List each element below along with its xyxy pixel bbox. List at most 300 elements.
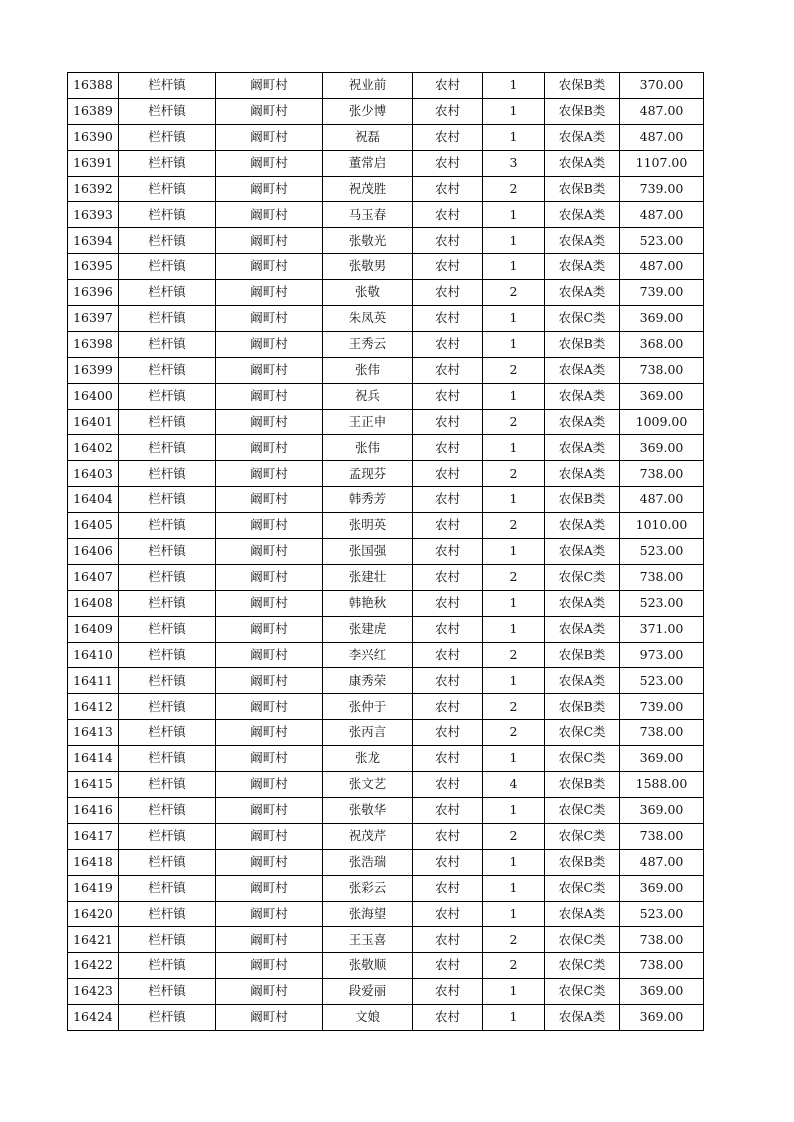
amount-cell: 369.00 <box>620 1005 704 1031</box>
table-row <box>68 694 704 720</box>
town-cell: 栏杆镇 <box>119 694 216 720</box>
amount-cell: 369.00 <box>620 979 704 1005</box>
village-cell: 阚町村 <box>216 176 323 202</box>
member-count-cell: 2 <box>483 642 545 668</box>
member-count-cell: 1 <box>483 487 545 513</box>
insurance-category-cell: 农保A类 <box>545 539 620 565</box>
household-type-cell: 农村 <box>413 228 483 254</box>
town-cell: 栏杆镇 <box>119 435 216 461</box>
name-cell: 李兴红 <box>323 642 413 668</box>
insurance-category-cell: 农保A类 <box>545 461 620 487</box>
village-cell: 阚町村 <box>216 435 323 461</box>
table-row <box>68 280 704 306</box>
village-cell: 阚町村 <box>216 590 323 616</box>
table-row <box>68 979 704 1005</box>
insurance-category-cell: 农保C类 <box>545 979 620 1005</box>
amount-cell: 738.00 <box>620 357 704 383</box>
amount-cell: 1588.00 <box>620 772 704 798</box>
member-count-cell: 1 <box>483 306 545 332</box>
town-cell: 栏杆镇 <box>119 73 216 99</box>
record-id-cell: 16390 <box>68 124 119 150</box>
record-id-cell: 16394 <box>68 228 119 254</box>
record-id-cell: 16402 <box>68 435 119 461</box>
village-cell: 阚町村 <box>216 409 323 435</box>
town-cell: 栏杆镇 <box>119 616 216 642</box>
household-type-cell: 农村 <box>413 98 483 124</box>
amount-cell: 1107.00 <box>620 150 704 176</box>
amount-cell: 738.00 <box>620 823 704 849</box>
village-cell: 阚町村 <box>216 642 323 668</box>
member-count-cell: 1 <box>483 383 545 409</box>
table-row <box>68 901 704 927</box>
table-row <box>68 720 704 746</box>
table-row <box>68 616 704 642</box>
table-row <box>68 823 704 849</box>
record-id-cell: 16392 <box>68 176 119 202</box>
town-cell: 栏杆镇 <box>119 513 216 539</box>
name-cell: 张建壮 <box>323 564 413 590</box>
amount-cell: 369.00 <box>620 435 704 461</box>
village-cell: 阚町村 <box>216 73 323 99</box>
amount-cell: 738.00 <box>620 720 704 746</box>
name-cell: 祝兵 <box>323 383 413 409</box>
record-id-cell: 16406 <box>68 539 119 565</box>
record-id-cell: 16407 <box>68 564 119 590</box>
amount-cell: 487.00 <box>620 124 704 150</box>
table-row <box>68 150 704 176</box>
household-type-cell: 农村 <box>413 487 483 513</box>
record-id-cell: 16414 <box>68 746 119 772</box>
village-cell: 阚町村 <box>216 953 323 979</box>
table-row <box>68 331 704 357</box>
amount-cell: 369.00 <box>620 306 704 332</box>
household-type-cell: 农村 <box>413 176 483 202</box>
amount-cell: 371.00 <box>620 616 704 642</box>
town-cell: 栏杆镇 <box>119 953 216 979</box>
name-cell: 王玉喜 <box>323 927 413 953</box>
household-type-cell: 农村 <box>413 772 483 798</box>
record-id-cell: 16398 <box>68 331 119 357</box>
amount-cell: 1009.00 <box>620 409 704 435</box>
town-cell: 栏杆镇 <box>119 409 216 435</box>
insurance-category-cell: 农保A类 <box>545 616 620 642</box>
table-row <box>68 642 704 668</box>
village-cell: 阚町村 <box>216 1005 323 1031</box>
household-type-cell: 农村 <box>413 953 483 979</box>
record-id-cell: 16416 <box>68 797 119 823</box>
table-row <box>68 513 704 539</box>
amount-cell: 738.00 <box>620 461 704 487</box>
table-row <box>68 1005 704 1031</box>
name-cell: 孟现芬 <box>323 461 413 487</box>
insurance-category-cell: 农保C类 <box>545 875 620 901</box>
member-count-cell: 1 <box>483 797 545 823</box>
name-cell: 文娘 <box>323 1005 413 1031</box>
insurance-category-cell: 农保A类 <box>545 590 620 616</box>
village-cell: 阚町村 <box>216 823 323 849</box>
record-id-cell: 16421 <box>68 927 119 953</box>
record-id-cell: 16411 <box>68 668 119 694</box>
household-type-cell: 农村 <box>413 797 483 823</box>
village-cell: 阚町村 <box>216 331 323 357</box>
record-id-cell: 16396 <box>68 280 119 306</box>
name-cell: 韩秀芳 <box>323 487 413 513</box>
village-cell: 阚町村 <box>216 694 323 720</box>
household-type-cell: 农村 <box>413 694 483 720</box>
village-cell: 阚町村 <box>216 383 323 409</box>
town-cell: 栏杆镇 <box>119 1005 216 1031</box>
village-cell: 阚町村 <box>216 797 323 823</box>
table-row <box>68 487 704 513</box>
amount-cell: 368.00 <box>620 331 704 357</box>
town-cell: 栏杆镇 <box>119 539 216 565</box>
name-cell: 康秀荣 <box>323 668 413 694</box>
household-type-cell: 农村 <box>413 202 483 228</box>
village-cell: 阚町村 <box>216 901 323 927</box>
village-cell: 阚町村 <box>216 357 323 383</box>
record-id-cell: 16422 <box>68 953 119 979</box>
insurance-category-cell: 农保A类 <box>545 513 620 539</box>
member-count-cell: 1 <box>483 901 545 927</box>
town-cell: 栏杆镇 <box>119 202 216 228</box>
member-count-cell: 1 <box>483 668 545 694</box>
household-type-cell: 农村 <box>413 823 483 849</box>
insurance-category-cell: 农保A类 <box>545 254 620 280</box>
record-id-cell: 16410 <box>68 642 119 668</box>
amount-cell: 739.00 <box>620 694 704 720</box>
name-cell: 张彩云 <box>323 875 413 901</box>
amount-cell: 523.00 <box>620 668 704 694</box>
village-cell: 阚町村 <box>216 124 323 150</box>
town-cell: 栏杆镇 <box>119 875 216 901</box>
amount-cell: 739.00 <box>620 176 704 202</box>
town-cell: 栏杆镇 <box>119 383 216 409</box>
member-count-cell: 1 <box>483 539 545 565</box>
member-count-cell: 1 <box>483 979 545 1005</box>
amount-cell: 369.00 <box>620 875 704 901</box>
record-id-cell: 16393 <box>68 202 119 228</box>
town-cell: 栏杆镇 <box>119 668 216 694</box>
amount-cell: 487.00 <box>620 202 704 228</box>
amount-cell: 523.00 <box>620 590 704 616</box>
member-count-cell: 1 <box>483 98 545 124</box>
name-cell: 张明英 <box>323 513 413 539</box>
insurance-category-cell: 农保A类 <box>545 1005 620 1031</box>
household-type-cell: 农村 <box>413 409 483 435</box>
table-row <box>68 668 704 694</box>
name-cell: 张敬顺 <box>323 953 413 979</box>
record-id-cell: 16395 <box>68 254 119 280</box>
town-cell: 栏杆镇 <box>119 772 216 798</box>
village-cell: 阚町村 <box>216 150 323 176</box>
village-cell: 阚町村 <box>216 746 323 772</box>
village-cell: 阚町村 <box>216 927 323 953</box>
member-count-cell: 1 <box>483 73 545 99</box>
amount-cell: 523.00 <box>620 901 704 927</box>
name-cell: 张伟 <box>323 357 413 383</box>
record-id-cell: 16399 <box>68 357 119 383</box>
amount-cell: 738.00 <box>620 564 704 590</box>
record-id-cell: 16391 <box>68 150 119 176</box>
amount-cell: 1010.00 <box>620 513 704 539</box>
insurance-category-cell: 农保A类 <box>545 901 620 927</box>
name-cell: 马玉春 <box>323 202 413 228</box>
record-id-cell: 16401 <box>68 409 119 435</box>
town-cell: 栏杆镇 <box>119 797 216 823</box>
amount-cell: 369.00 <box>620 797 704 823</box>
village-cell: 阚町村 <box>216 513 323 539</box>
table-row <box>68 746 704 772</box>
insurance-category-cell: 农保B类 <box>545 694 620 720</box>
amount-cell: 487.00 <box>620 254 704 280</box>
insurance-category-cell: 农保C类 <box>545 927 620 953</box>
insurance-category-cell: 农保A类 <box>545 124 620 150</box>
insurance-category-cell: 农保C类 <box>545 746 620 772</box>
insurance-category-cell: 农保C类 <box>545 823 620 849</box>
record-id-cell: 16409 <box>68 616 119 642</box>
amount-cell: 523.00 <box>620 228 704 254</box>
member-count-cell: 2 <box>483 927 545 953</box>
member-count-cell: 2 <box>483 357 545 383</box>
household-type-cell: 农村 <box>413 254 483 280</box>
insurance-category-cell: 农保A类 <box>545 280 620 306</box>
member-count-cell: 2 <box>483 176 545 202</box>
record-id-cell: 16419 <box>68 875 119 901</box>
amount-cell: 487.00 <box>620 849 704 875</box>
household-type-cell: 农村 <box>413 746 483 772</box>
village-cell: 阚町村 <box>216 254 323 280</box>
town-cell: 栏杆镇 <box>119 487 216 513</box>
records-table <box>67 72 704 1031</box>
table-row <box>68 435 704 461</box>
member-count-cell: 2 <box>483 720 545 746</box>
insurance-category-cell: 农保B类 <box>545 642 620 668</box>
household-type-cell: 农村 <box>413 668 483 694</box>
table-row <box>68 357 704 383</box>
record-id-cell: 16404 <box>68 487 119 513</box>
member-count-cell: 2 <box>483 564 545 590</box>
amount-cell: 739.00 <box>620 280 704 306</box>
household-type-cell: 农村 <box>413 564 483 590</box>
record-id-cell: 16408 <box>68 590 119 616</box>
amount-cell: 487.00 <box>620 487 704 513</box>
member-count-cell: 1 <box>483 254 545 280</box>
village-cell: 阚町村 <box>216 875 323 901</box>
table-row <box>68 539 704 565</box>
member-count-cell: 1 <box>483 331 545 357</box>
member-count-cell: 2 <box>483 694 545 720</box>
amount-cell: 523.00 <box>620 539 704 565</box>
household-type-cell: 农村 <box>413 616 483 642</box>
name-cell: 张仲于 <box>323 694 413 720</box>
records-table-body <box>68 73 704 1031</box>
town-cell: 栏杆镇 <box>119 357 216 383</box>
household-type-cell: 农村 <box>413 383 483 409</box>
household-type-cell: 农村 <box>413 280 483 306</box>
insurance-category-cell: 农保A类 <box>545 202 620 228</box>
insurance-category-cell: 农保A类 <box>545 228 620 254</box>
village-cell: 阚町村 <box>216 461 323 487</box>
town-cell: 栏杆镇 <box>119 720 216 746</box>
household-type-cell: 农村 <box>413 461 483 487</box>
insurance-category-cell: 农保B类 <box>545 849 620 875</box>
record-id-cell: 16417 <box>68 823 119 849</box>
town-cell: 栏杆镇 <box>119 254 216 280</box>
name-cell: 张龙 <box>323 746 413 772</box>
village-cell: 阚町村 <box>216 280 323 306</box>
table-row <box>68 202 704 228</box>
table-row <box>68 306 704 332</box>
household-type-cell: 农村 <box>413 849 483 875</box>
household-type-cell: 农村 <box>413 927 483 953</box>
household-type-cell: 农村 <box>413 513 483 539</box>
town-cell: 栏杆镇 <box>119 823 216 849</box>
amount-cell: 370.00 <box>620 73 704 99</box>
village-cell: 阚町村 <box>216 539 323 565</box>
member-count-cell: 1 <box>483 435 545 461</box>
insurance-category-cell: 农保C类 <box>545 953 620 979</box>
table-row <box>68 254 704 280</box>
town-cell: 栏杆镇 <box>119 590 216 616</box>
name-cell: 张国强 <box>323 539 413 565</box>
table-row <box>68 953 704 979</box>
village-cell: 阚町村 <box>216 306 323 332</box>
member-count-cell: 1 <box>483 616 545 642</box>
household-type-cell: 农村 <box>413 331 483 357</box>
member-count-cell: 1 <box>483 746 545 772</box>
amount-cell: 369.00 <box>620 383 704 409</box>
insurance-category-cell: 农保B类 <box>545 73 620 99</box>
town-cell: 栏杆镇 <box>119 901 216 927</box>
insurance-category-cell: 农保B类 <box>545 487 620 513</box>
name-cell: 董常启 <box>323 150 413 176</box>
village-cell: 阚町村 <box>216 487 323 513</box>
insurance-category-cell: 农保C类 <box>545 306 620 332</box>
record-id-cell: 16388 <box>68 73 119 99</box>
record-id-cell: 16413 <box>68 720 119 746</box>
record-id-cell: 16424 <box>68 1005 119 1031</box>
insurance-category-cell: 农保A类 <box>545 383 620 409</box>
village-cell: 阚町村 <box>216 979 323 1005</box>
table-row <box>68 228 704 254</box>
record-id-cell: 16403 <box>68 461 119 487</box>
household-type-cell: 农村 <box>413 1005 483 1031</box>
village-cell: 阚町村 <box>216 228 323 254</box>
insurance-category-cell: 农保C类 <box>545 720 620 746</box>
name-cell: 祝茂胜 <box>323 176 413 202</box>
household-type-cell: 农村 <box>413 357 483 383</box>
insurance-category-cell: 农保B类 <box>545 176 620 202</box>
member-count-cell: 4 <box>483 772 545 798</box>
record-id-cell: 16412 <box>68 694 119 720</box>
name-cell: 张丙言 <box>323 720 413 746</box>
table-row <box>68 409 704 435</box>
household-type-cell: 农村 <box>413 539 483 565</box>
insurance-category-cell: 农保C类 <box>545 797 620 823</box>
household-type-cell: 农村 <box>413 979 483 1005</box>
village-cell: 阚町村 <box>216 98 323 124</box>
village-cell: 阚町村 <box>216 720 323 746</box>
record-id-cell: 16418 <box>68 849 119 875</box>
record-id-cell: 16415 <box>68 772 119 798</box>
name-cell: 张敬 <box>323 280 413 306</box>
member-count-cell: 1 <box>483 228 545 254</box>
table-row <box>68 73 704 99</box>
amount-cell: 973.00 <box>620 642 704 668</box>
insurance-category-cell: 农保B类 <box>545 331 620 357</box>
member-count-cell: 2 <box>483 823 545 849</box>
table-row <box>68 124 704 150</box>
name-cell: 张文艺 <box>323 772 413 798</box>
town-cell: 栏杆镇 <box>119 642 216 668</box>
name-cell: 王正申 <box>323 409 413 435</box>
table-row <box>68 98 704 124</box>
name-cell: 张浩瑞 <box>323 849 413 875</box>
insurance-category-cell: 农保A类 <box>545 409 620 435</box>
insurance-category-cell: 农保B类 <box>545 98 620 124</box>
name-cell: 张建虎 <box>323 616 413 642</box>
village-cell: 阚町村 <box>216 564 323 590</box>
town-cell: 栏杆镇 <box>119 461 216 487</box>
member-count-cell: 1 <box>483 875 545 901</box>
table-row <box>68 176 704 202</box>
household-type-cell: 农村 <box>413 124 483 150</box>
town-cell: 栏杆镇 <box>119 927 216 953</box>
table-row <box>68 927 704 953</box>
household-type-cell: 农村 <box>413 306 483 332</box>
member-count-cell: 1 <box>483 849 545 875</box>
name-cell: 祝茂芹 <box>323 823 413 849</box>
household-type-cell: 农村 <box>413 73 483 99</box>
member-count-cell: 3 <box>483 150 545 176</box>
town-cell: 栏杆镇 <box>119 98 216 124</box>
town-cell: 栏杆镇 <box>119 150 216 176</box>
record-id-cell: 16397 <box>68 306 119 332</box>
name-cell: 祝业前 <box>323 73 413 99</box>
town-cell: 栏杆镇 <box>119 746 216 772</box>
member-count-cell: 1 <box>483 1005 545 1031</box>
member-count-cell: 2 <box>483 280 545 306</box>
table-row <box>68 461 704 487</box>
record-id-cell: 16405 <box>68 513 119 539</box>
insurance-category-cell: 农保A类 <box>545 357 620 383</box>
amount-cell: 487.00 <box>620 98 704 124</box>
household-type-cell: 农村 <box>413 875 483 901</box>
name-cell: 王秀云 <box>323 331 413 357</box>
insurance-category-cell: 农保C类 <box>545 564 620 590</box>
household-type-cell: 农村 <box>413 642 483 668</box>
table-row <box>68 849 704 875</box>
member-count-cell: 1 <box>483 124 545 150</box>
name-cell: 韩艳秋 <box>323 590 413 616</box>
member-count-cell: 1 <box>483 202 545 228</box>
table-row <box>68 772 704 798</box>
town-cell: 栏杆镇 <box>119 124 216 150</box>
member-count-cell: 2 <box>483 461 545 487</box>
household-type-cell: 农村 <box>413 435 483 461</box>
table-row <box>68 797 704 823</box>
name-cell: 祝磊 <box>323 124 413 150</box>
household-type-cell: 农村 <box>413 590 483 616</box>
town-cell: 栏杆镇 <box>119 564 216 590</box>
town-cell: 栏杆镇 <box>119 228 216 254</box>
village-cell: 阚町村 <box>216 849 323 875</box>
member-count-cell: 2 <box>483 513 545 539</box>
amount-cell: 369.00 <box>620 746 704 772</box>
insurance-category-cell: 农保B类 <box>545 772 620 798</box>
name-cell: 张敬光 <box>323 228 413 254</box>
name-cell: 段爱丽 <box>323 979 413 1005</box>
